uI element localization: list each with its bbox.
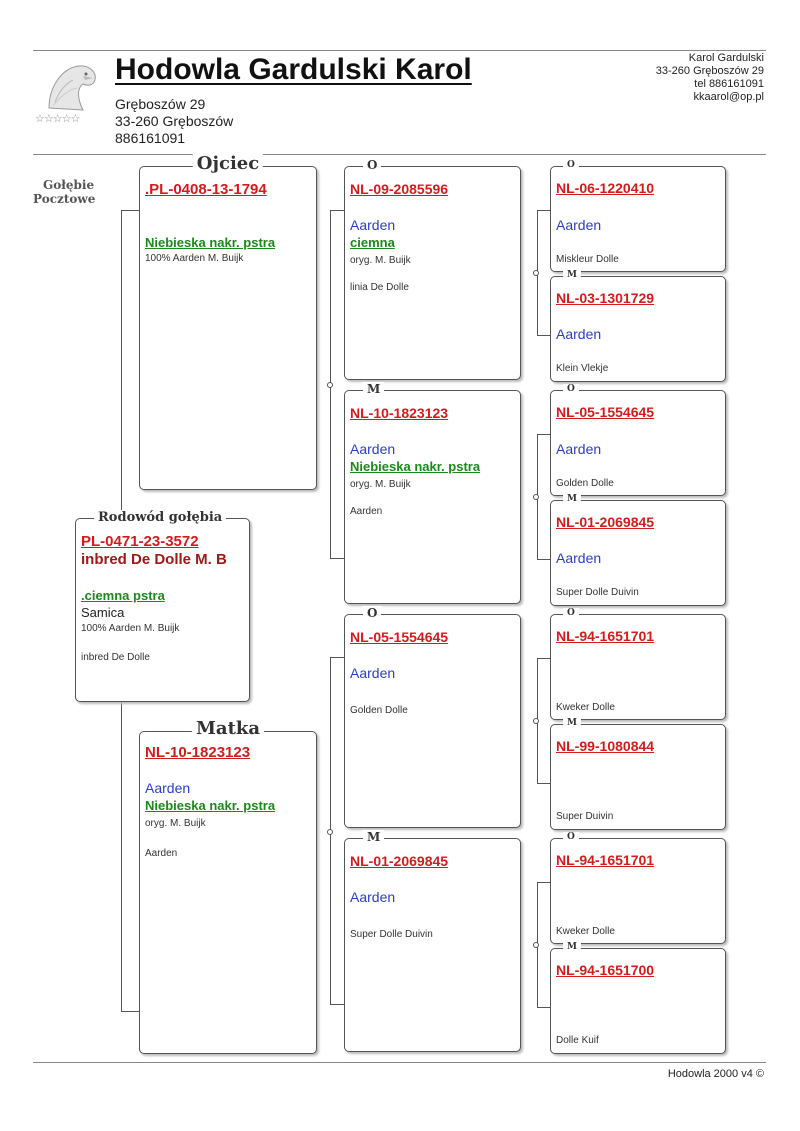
pigeon-icon <box>43 58 101 116</box>
gen2-label: M <box>363 382 384 396</box>
gen3-label: O <box>563 160 579 170</box>
gen2-ring[interactable]: NL-09-2085596 <box>350 181 449 197</box>
gen2-card-4[interactable] <box>344 830 521 1052</box>
address-line-2: 33-260 Gręboszów <box>115 113 234 129</box>
gen2-card-2[interactable] <box>344 382 521 604</box>
connector-dot <box>533 718 539 724</box>
gen3-card-7[interactable] <box>550 832 726 944</box>
main-bird-ring[interactable]: PL-0471-23-3572 <box>81 533 199 550</box>
contact-email: kkaarol@op.pl <box>693 91 764 103</box>
gen3-label: M <box>563 494 581 504</box>
gen3-label: O <box>563 832 579 842</box>
main-bird-note: inbred De Dolle <box>81 652 150 663</box>
gen3-ring[interactable]: NL-06-1220410 <box>556 180 655 196</box>
gen3-note: Golden Dolle <box>556 478 614 489</box>
gen3-ring[interactable]: NL-99-1080844 <box>556 738 655 754</box>
club-logo <box>33 58 109 206</box>
page-title: Hodowla Gardulski Karol <box>115 53 472 86</box>
contact-block <box>656 52 764 104</box>
gen2-label: O <box>363 606 381 620</box>
main-bird-color: .ciemna pstra <box>81 588 165 603</box>
connector-dot <box>533 270 539 276</box>
father-origin: 100% Aarden M. Buijk <box>145 253 244 264</box>
gen2-ring[interactable]: NL-10-1823123 <box>350 405 449 421</box>
gen3-card-5[interactable] <box>550 608 726 720</box>
gen2-strain: Aarden <box>350 441 396 457</box>
gen3-note: Miskleur Dolle <box>556 254 619 265</box>
connector-dot <box>533 494 539 500</box>
gen3-label: O <box>563 384 579 394</box>
gen3-card-6[interactable] <box>550 718 726 830</box>
logo-text-pocztowe: Pocztowe <box>33 192 96 206</box>
gen3-ring[interactable]: NL-94-1651701 <box>556 852 655 868</box>
top-rule <box>33 50 766 51</box>
gen3-card-1[interactable] <box>550 160 726 272</box>
connector-dot <box>327 829 333 835</box>
contact-name: Karol Gardulski <box>688 52 764 64</box>
gen3-ring[interactable]: NL-94-1651700 <box>556 962 655 978</box>
footer-text: Hodowla 2000 v4 © <box>667 1068 764 1080</box>
gen2-card-3[interactable] <box>344 606 521 828</box>
gen3-card-8[interactable] <box>550 942 726 1054</box>
connector-dot <box>533 942 539 948</box>
gen3-note: Super Duivin <box>556 811 614 822</box>
father-card[interactable] <box>139 153 317 490</box>
mother-card[interactable] <box>139 718 317 1054</box>
gen3-card-2[interactable] <box>550 270 726 382</box>
gen2-origin: oryg. M. Buijk <box>350 479 411 490</box>
mother-origin: oryg. M. Buijk <box>145 818 206 829</box>
gen3-ring[interactable]: NL-05-1554645 <box>556 404 655 420</box>
father-ring[interactable]: .PL-0408-13-1794 <box>145 181 267 198</box>
gen2-label: M <box>363 830 384 844</box>
gen3-strain: Aarden <box>556 217 602 233</box>
gen3-ring[interactable]: NL-01-2069845 <box>556 514 655 530</box>
address-phone: 886161091 <box>115 130 186 146</box>
gen3-note: Kweker Dolle <box>556 702 615 713</box>
gen3-ring[interactable]: NL-94-1651701 <box>556 628 655 644</box>
logo-stars: ☆☆☆☆☆ <box>35 112 80 125</box>
gen3-strain: Aarden <box>556 441 602 457</box>
mother-label: Matka <box>192 718 264 739</box>
gen2-strain: Aarden <box>350 665 396 681</box>
gen2-color: Niebieska nakr. pstra <box>350 459 481 474</box>
father-color: Niebieska nakr. pstra <box>145 235 276 250</box>
gen3-strain: Aarden <box>556 550 602 566</box>
gen3-label: O <box>563 608 579 618</box>
footer-rule <box>33 1062 766 1063</box>
mother-color: Niebieska nakr. pstra <box>145 798 276 813</box>
gen3-note: Klein Vlekje <box>556 363 609 374</box>
gen2-ring[interactable]: NL-01-2069845 <box>350 853 449 869</box>
gen2-color: ciemna <box>350 235 395 250</box>
gen3-strain: Aarden <box>556 326 602 342</box>
gen2-note: linia De Dolle <box>350 282 409 293</box>
gen3-card-3[interactable] <box>550 384 726 496</box>
gen3-label: M <box>563 270 581 280</box>
gen3-note: Super Dolle Duivin <box>556 587 639 598</box>
main-bird-origin: 100% Aarden M. Buijk <box>81 623 180 634</box>
gen3-note: Dolle Kuif <box>556 1035 599 1046</box>
mother-note: Aarden <box>145 848 178 859</box>
main-bird-sex: Samica <box>81 605 125 620</box>
mother-ring[interactable]: NL-10-1823123 <box>145 744 251 761</box>
gen2-note: Golden Dolle <box>350 705 408 716</box>
gen2-label: O <box>363 158 381 172</box>
gen3-ring[interactable]: NL-03-1301729 <box>556 290 655 306</box>
main-bird-card[interactable] <box>75 510 250 702</box>
mother-strain: Aarden <box>145 780 191 796</box>
main-bird-label: Rodowód gołębia <box>94 510 226 525</box>
gen2-ring[interactable]: NL-05-1554645 <box>350 629 449 645</box>
gen3-note: Kweker Dolle <box>556 926 615 937</box>
connector-dot <box>327 382 333 388</box>
father-label: Ojciec <box>193 153 263 174</box>
gen3-label: M <box>563 718 581 728</box>
gen2-strain: Aarden <box>350 217 396 233</box>
main-bird-name: inbred De Dolle M. B <box>81 551 227 568</box>
gen2-note: Aarden <box>350 506 383 517</box>
gen2-origin: oryg. M. Buijk <box>350 255 411 266</box>
gen3-card-4[interactable] <box>550 494 726 606</box>
gen2-note: Super Dolle Duivin <box>350 929 433 940</box>
logo-text-golebie: Gołębie <box>43 178 95 192</box>
header-rule <box>33 154 766 155</box>
contact-phone: tel 886161091 <box>694 78 764 90</box>
gen2-strain: Aarden <box>350 889 396 905</box>
gen3-label: M <box>563 942 581 952</box>
address-line-1: Gręboszów 29 <box>115 96 206 112</box>
contact-address: 33-260 Gręboszów 29 <box>655 65 764 77</box>
gen2-card-1[interactable] <box>344 158 521 380</box>
